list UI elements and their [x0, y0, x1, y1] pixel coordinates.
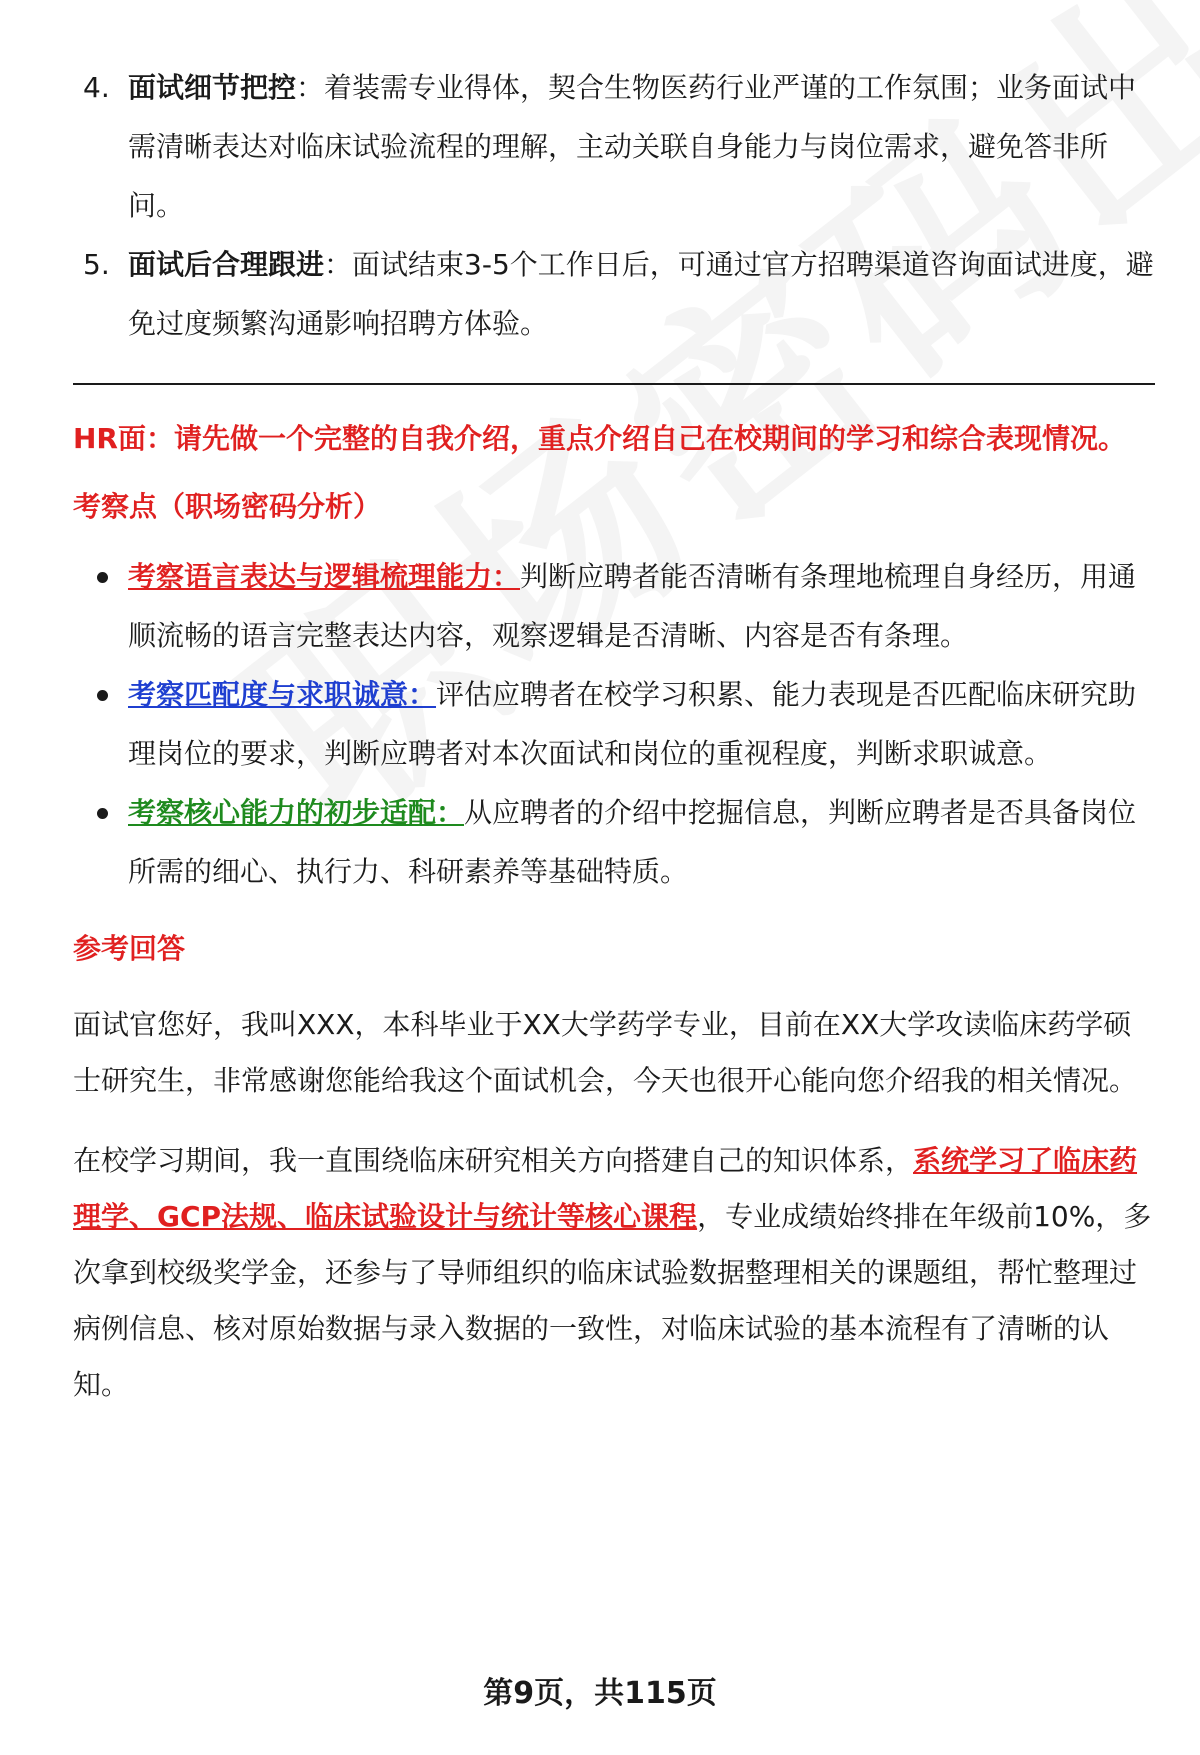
- answer-paragraph-2: [73, 1133, 1155, 1413]
- exam-point-keyword: 考察语言表达与逻辑梳理能力：: [128, 560, 521, 593]
- exam-point-text: 判断应聘者能否清晰有条理地梳理自身经历，用通顺流畅的语言完整表达内容，观察逻辑是否清晰、内容是否有条理。: [128, 560, 1137, 652]
- exam-points-list: [73, 547, 1155, 901]
- bullet-icon: [97, 808, 108, 819]
- tips-list: [73, 58, 1155, 353]
- hr-question: HR面：请先做一个完整的自我介绍，重点介绍自己在校期间的学习和综合表现情况。: [73, 422, 1126, 455]
- tip-item-4: [73, 58, 1155, 235]
- exam-point-keyword: 考察匹配度与求职诚意：: [128, 678, 437, 711]
- tip-title: 面试后合理跟进: [128, 248, 325, 281]
- tip-separator: ：: [296, 71, 325, 104]
- answer-text: 在校学习期间，我一直围绕临床研究相关方向搭建自己的知识体系，: [73, 1144, 914, 1177]
- answer-heading: 参考回答: [73, 932, 186, 965]
- exam-point-text: 评估应聘者在校学习积累、能力表现是否匹配临床研究助理岗位的要求，判断应聘者对本次面试和岗位的重视程度，判断求职诚意。: [128, 678, 1137, 770]
- list-marker: 4.: [83, 71, 110, 104]
- exam-point-item: [73, 783, 1155, 901]
- answer-text: ，专业成绩始终排在年级前10%，多次拿到校级奖学金，还参与了导师组织的临床试验数据整理相关的课题组，帮忙整理过病例信息、核对原始数据与录入数据的一致性，对临床试验的基本流程有了清晰的认知。: [73, 1200, 1152, 1401]
- section-divider: [73, 383, 1155, 385]
- exam-point-text: 从应聘者的介绍中挖掘信息，判断应聘者是否具备岗位所需的细心、执行力、科研素养等基础特质。: [128, 796, 1137, 888]
- page-content: [73, 58, 1155, 1413]
- tip-text: 面试结束3-5个工作日后，可通过官方招聘渠道咨询面试进度，避免过度频繁沟通影响招聘方体验。: [128, 248, 1154, 340]
- exam-point-item: [73, 665, 1155, 783]
- tip-title: 面试细节把控: [128, 71, 297, 104]
- answer-highlight: 系统学习了临床药理学、GCP法规、临床试验设计与统计等核心课程: [73, 1144, 1138, 1233]
- tip-text: 着装需专业得体，契合生物医药行业严谨的工作氛围；业务面试中需清晰表达对临床试验流程的理解，主动关联自身能力与岗位需求，避免答非所问。: [128, 71, 1137, 222]
- page-number: 第9页，共115页: [483, 1676, 717, 1711]
- tip-item-5: [73, 235, 1155, 353]
- exam-points-heading: 考察点（职场密码分析）: [73, 490, 382, 523]
- exam-point-keyword: 考察核心能力的初步适配：: [128, 796, 465, 829]
- list-marker: 5.: [83, 248, 110, 281]
- bullet-icon: [97, 690, 108, 701]
- exam-point-item: [73, 547, 1155, 665]
- bullet-icon: [97, 572, 108, 583]
- answer-paragraph-1: 面试官您好，我叫XXX，本科毕业于XX大学药学专业，目前在XX大学攻读临床药学硕士研究生，非常感谢您能给我这个面试机会，今天也很开心能向您介绍我的相关情况。: [73, 1008, 1138, 1097]
- tip-separator: ：: [324, 248, 353, 281]
